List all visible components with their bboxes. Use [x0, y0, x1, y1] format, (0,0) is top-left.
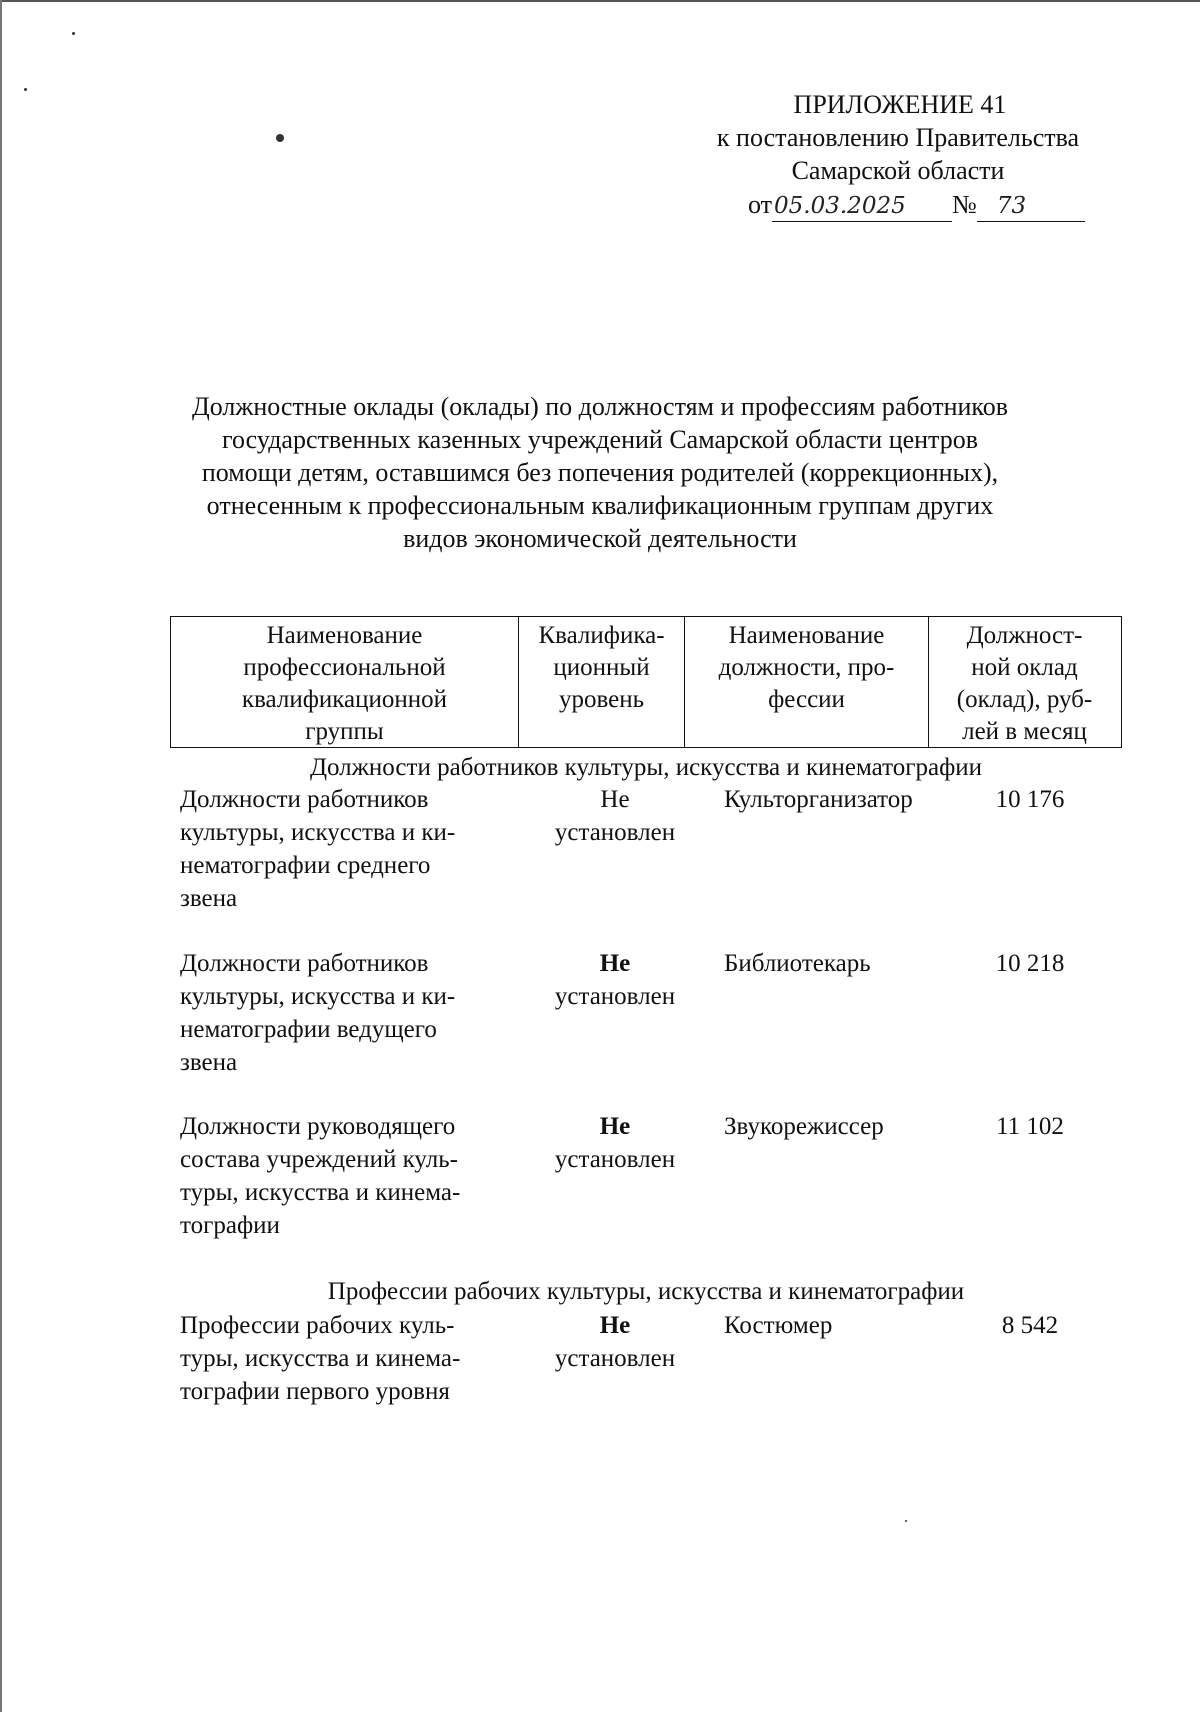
title-line: видов экономической деятельности — [403, 524, 797, 553]
scan-speck — [72, 32, 75, 35]
header-line: уровень — [558, 686, 645, 713]
row-post: Библиотекарь — [724, 950, 871, 977]
annex-date-row — [748, 190, 1085, 222]
group-line: тографии — [180, 1212, 280, 1239]
level-line: установлен — [554, 1345, 676, 1372]
header-line: Должност- — [966, 622, 1083, 649]
level-line: Не — [600, 786, 630, 813]
group-line: туры, искусства и кинема- — [180, 1179, 461, 1206]
header-salary — [929, 617, 1120, 747]
level-line: Не — [599, 1113, 631, 1140]
group-line: нематографии среднего — [180, 852, 431, 879]
row-post: Костюмер — [724, 1312, 833, 1339]
header-line: лей в месяц — [962, 718, 1087, 745]
section-title: Должности работников культуры, искусства и кинематографии — [309, 754, 983, 781]
document-title — [150, 390, 1050, 555]
table-header — [170, 616, 1122, 748]
number-label: № — [952, 190, 977, 219]
group-line: звена — [180, 885, 238, 912]
number-field — [977, 190, 1085, 222]
row-salary: 11 102 — [996, 1113, 1064, 1140]
date-value: 05.03.2025 — [774, 193, 906, 219]
group-line: звена — [180, 1049, 238, 1076]
row-salary: 8 542 — [1001, 1312, 1059, 1339]
row-salary: 10 176 — [995, 786, 1065, 813]
level-line: Не — [599, 1312, 631, 1339]
scan-speck — [24, 88, 27, 91]
group-line: Должности работников — [180, 950, 429, 977]
title-line: помощи детям, оставшимся без попечения родителей (коррекционных), — [201, 458, 999, 487]
date-field — [772, 190, 952, 222]
page-edge-top — [0, 0, 1200, 2]
title-line: Должностные оклады (оклады) по должностям и профессиям работников — [192, 392, 1008, 421]
header-post — [685, 617, 929, 747]
level-line: установлен — [554, 983, 676, 1010]
row-salary: 10 218 — [995, 950, 1065, 977]
header-group — [171, 617, 519, 747]
row-level — [532, 1110, 698, 1176]
group-line: культуры, искусства и ки- — [180, 983, 456, 1010]
level-line: установлен — [554, 1146, 676, 1173]
row-group — [180, 783, 506, 915]
annex-ref-line2: Самарской области — [791, 156, 1005, 185]
row-level — [532, 783, 698, 849]
group-line: туры, искусства и кинема- — [180, 1345, 461, 1372]
group-line: Должности руководящего — [180, 1113, 456, 1140]
row-level — [532, 1309, 698, 1375]
group-line: Должности работников — [180, 786, 429, 813]
row-level — [532, 947, 698, 1013]
row-group — [180, 1309, 506, 1408]
header-line: Наименование — [266, 622, 423, 649]
row-group — [180, 947, 506, 1079]
header-line: профессиональной — [243, 654, 446, 681]
header-line: фессии — [768, 686, 845, 713]
section-title: Профессии рабочих культуры, искусства и кинематографии — [327, 1278, 965, 1305]
level-line: Не — [599, 950, 631, 977]
header-line: должности, про- — [718, 654, 895, 681]
number-value: 73 — [996, 193, 1027, 219]
header-line: ционный — [553, 654, 650, 681]
group-line: состава учреждений куль- — [180, 1146, 459, 1173]
header-line: Наименование — [728, 622, 885, 649]
date-prefix: от — [748, 190, 773, 219]
level-line: установлен — [554, 819, 676, 846]
annex-ref-line1: к постановлению Правительства — [716, 123, 1080, 152]
row-post: Культорганизатор — [724, 786, 913, 813]
annex-header — [690, 88, 1110, 121]
header-line: квалификационной — [241, 686, 448, 713]
row-group — [180, 1110, 506, 1242]
annex-reference — [628, 121, 1168, 187]
title-line: государственных казенных учреждений Самарской области центров — [221, 425, 979, 454]
scan-speck — [276, 134, 284, 142]
page-edge-left — [0, 0, 2, 1712]
header-line: (оклад), руб- — [956, 686, 1093, 713]
group-line: нематографии ведущего — [180, 1016, 437, 1043]
group-line: тографии первого уровня — [180, 1378, 450, 1405]
title-line: отнесенным к профессиональным квалификационным группам других — [206, 491, 994, 520]
row-post: Звукорежиссер — [724, 1113, 884, 1140]
group-line: культуры, искусства и ки- — [180, 819, 456, 846]
header-line: группы — [305, 718, 384, 745]
group-line: Профессии рабочих куль- — [180, 1312, 455, 1339]
annex-title: ПРИЛОЖЕНИЕ 41 — [793, 90, 1007, 119]
header-line: ной оклад — [971, 654, 1078, 681]
header-line: Квалифика- — [538, 622, 665, 649]
scan-speck — [905, 1520, 907, 1522]
header-level — [519, 617, 685, 747]
